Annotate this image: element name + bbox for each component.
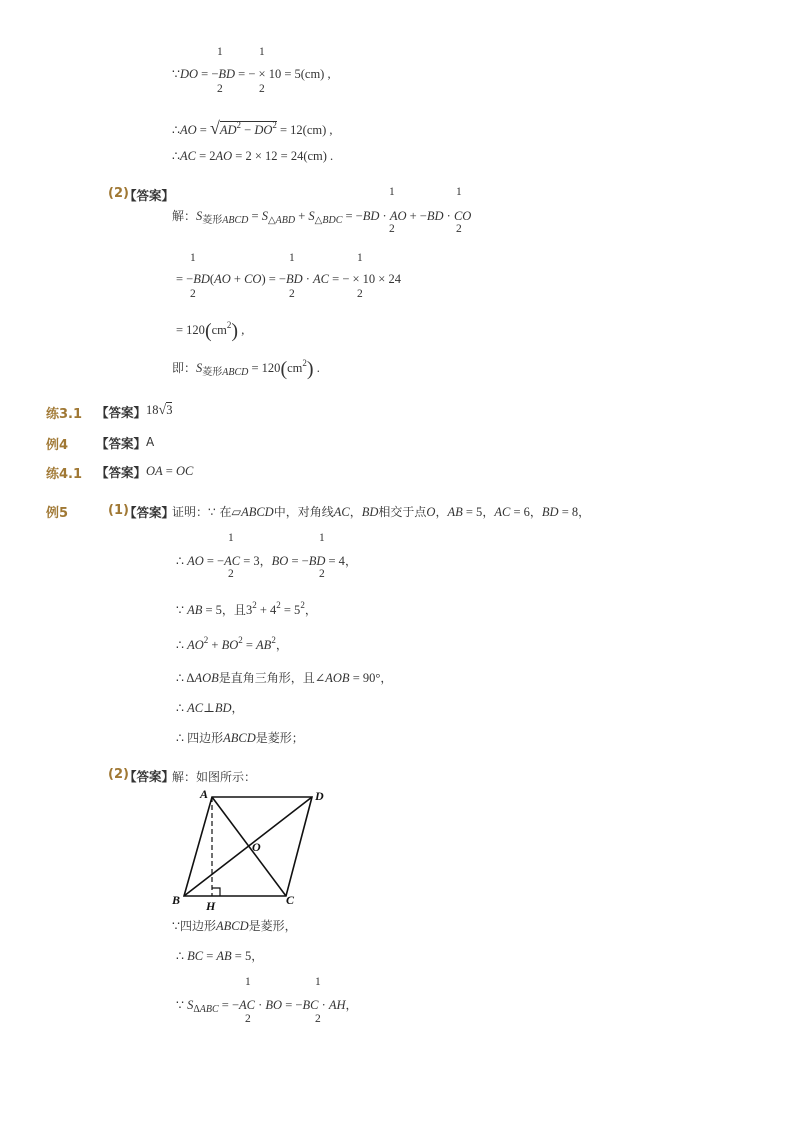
answer-tag: 【答案】 [124,505,175,520]
answer-tag: 【答案】 [124,188,175,203]
math-line-do: ∵DO = −BD = − × 10 = 5(cm) , [172,67,331,81]
proof-line-2: ∵ AB = 5，且$3^2 + 4^2 = 5^2$， [176,600,317,617]
problem-label: 练3.1 [46,407,83,422]
answer-tag: 【答案】 [96,405,147,420]
frac-den: 2 [319,568,325,580]
math-line-ao: ∴AO = $√AD^2 - DO^2 = 12(cm)$ , [172,118,333,138]
part-label: (2) [108,767,129,782]
proof-line-6: ∴ 四边形ABCD是菱形； [176,731,304,745]
frac-den: 2 [389,223,395,235]
diagonal-bd [184,797,312,896]
answer-value: A [146,435,155,449]
after-line-1: ∵四边形ABCD是菱形， [172,919,297,933]
frac-den: 2 [357,288,363,300]
frac-num: 1 [289,252,295,264]
frac-den: 2 [245,1013,251,1025]
proof-line-1: ∴ AO = −AC = 3，BO = −BD = 4， [176,554,357,568]
rhombus-figure [168,786,338,916]
proof-intro: 证明：∵ 在▱ABCD中，对角线AC，BD相交于点O，AB = 5，AC = 6，BD = 8， [172,505,591,519]
after-line-3: ∵ $S_{\Delta ABC} = -AC$ · BO = −BC · AH， [176,998,358,1015]
problem-label: 例4 [46,438,69,453]
frac-den: 2 [190,288,196,300]
part-label: (1) [108,503,129,518]
answer-tag: 【答案】 [96,465,147,480]
math-line-ac: ∴AC = 2AO = 2 × 12 = 24(cm) . [172,149,334,163]
frac-den: 2 [228,568,234,580]
math-line-area2: = −BD(AO + CO) = −BD · AC = − × 10 × 24 [176,272,401,286]
point-label-a: A [200,787,209,801]
frac-den: 2 [315,1013,321,1025]
answer-value: OA = OC [146,464,194,478]
point-label-c: C [286,893,295,907]
answer-tag: 【答案】 [124,769,175,784]
frac-num: 1 [456,186,462,198]
frac-num: 1 [315,976,321,988]
frac-den: 2 [259,83,265,95]
frac-num: 1 [259,46,265,58]
math-line-conclusion: 即：$S_{菱形ABCD} = 120(cm^2)$ . [172,358,320,380]
point-label-o: O [252,840,261,854]
answer-tag: 【答案】 [96,436,147,451]
frac-den: 2 [456,223,462,235]
frac-num: 1 [319,532,325,544]
frac-den: 2 [217,83,223,95]
math-line-area: 解：$S_{菱形ABCD} = S_{\triangle ABD} + S_{\triangle BDC} = -BD$ · AO + −BD · CO [172,209,472,226]
point-label-d: D [315,789,324,803]
proof-line-4: ∴ ΔAOB是直角三角形，且∠AOB = 90°， [176,671,393,685]
proof-line-5: ∴ AC⊥BD， [176,701,244,715]
frac-num: 1 [389,186,395,198]
part-label: (2) [108,186,129,201]
frac-num: 1 [357,252,363,264]
point-label-h: H [206,899,216,913]
answer-value: 18√3 [146,403,173,418]
proof-line-3: ∴ $AO^2 + BO^2 = AB^2$， [176,635,288,652]
frac-num: 1 [245,976,251,988]
after-line-2: ∴ BC = AB = 5， [176,949,264,963]
math-line-120: = $120(cm^2)$ , [176,320,245,342]
point-label-b: B [172,893,181,907]
frac-num: 1 [228,532,234,544]
frac-num: 1 [217,46,223,58]
problem-label: 例5 [46,506,69,521]
solution-intro: 解：如图所示： [172,770,257,784]
right-angle-mark [212,888,220,896]
frac-den: 2 [289,288,295,300]
problem-label: 练4.1 [46,467,83,482]
frac-num: 1 [190,252,196,264]
